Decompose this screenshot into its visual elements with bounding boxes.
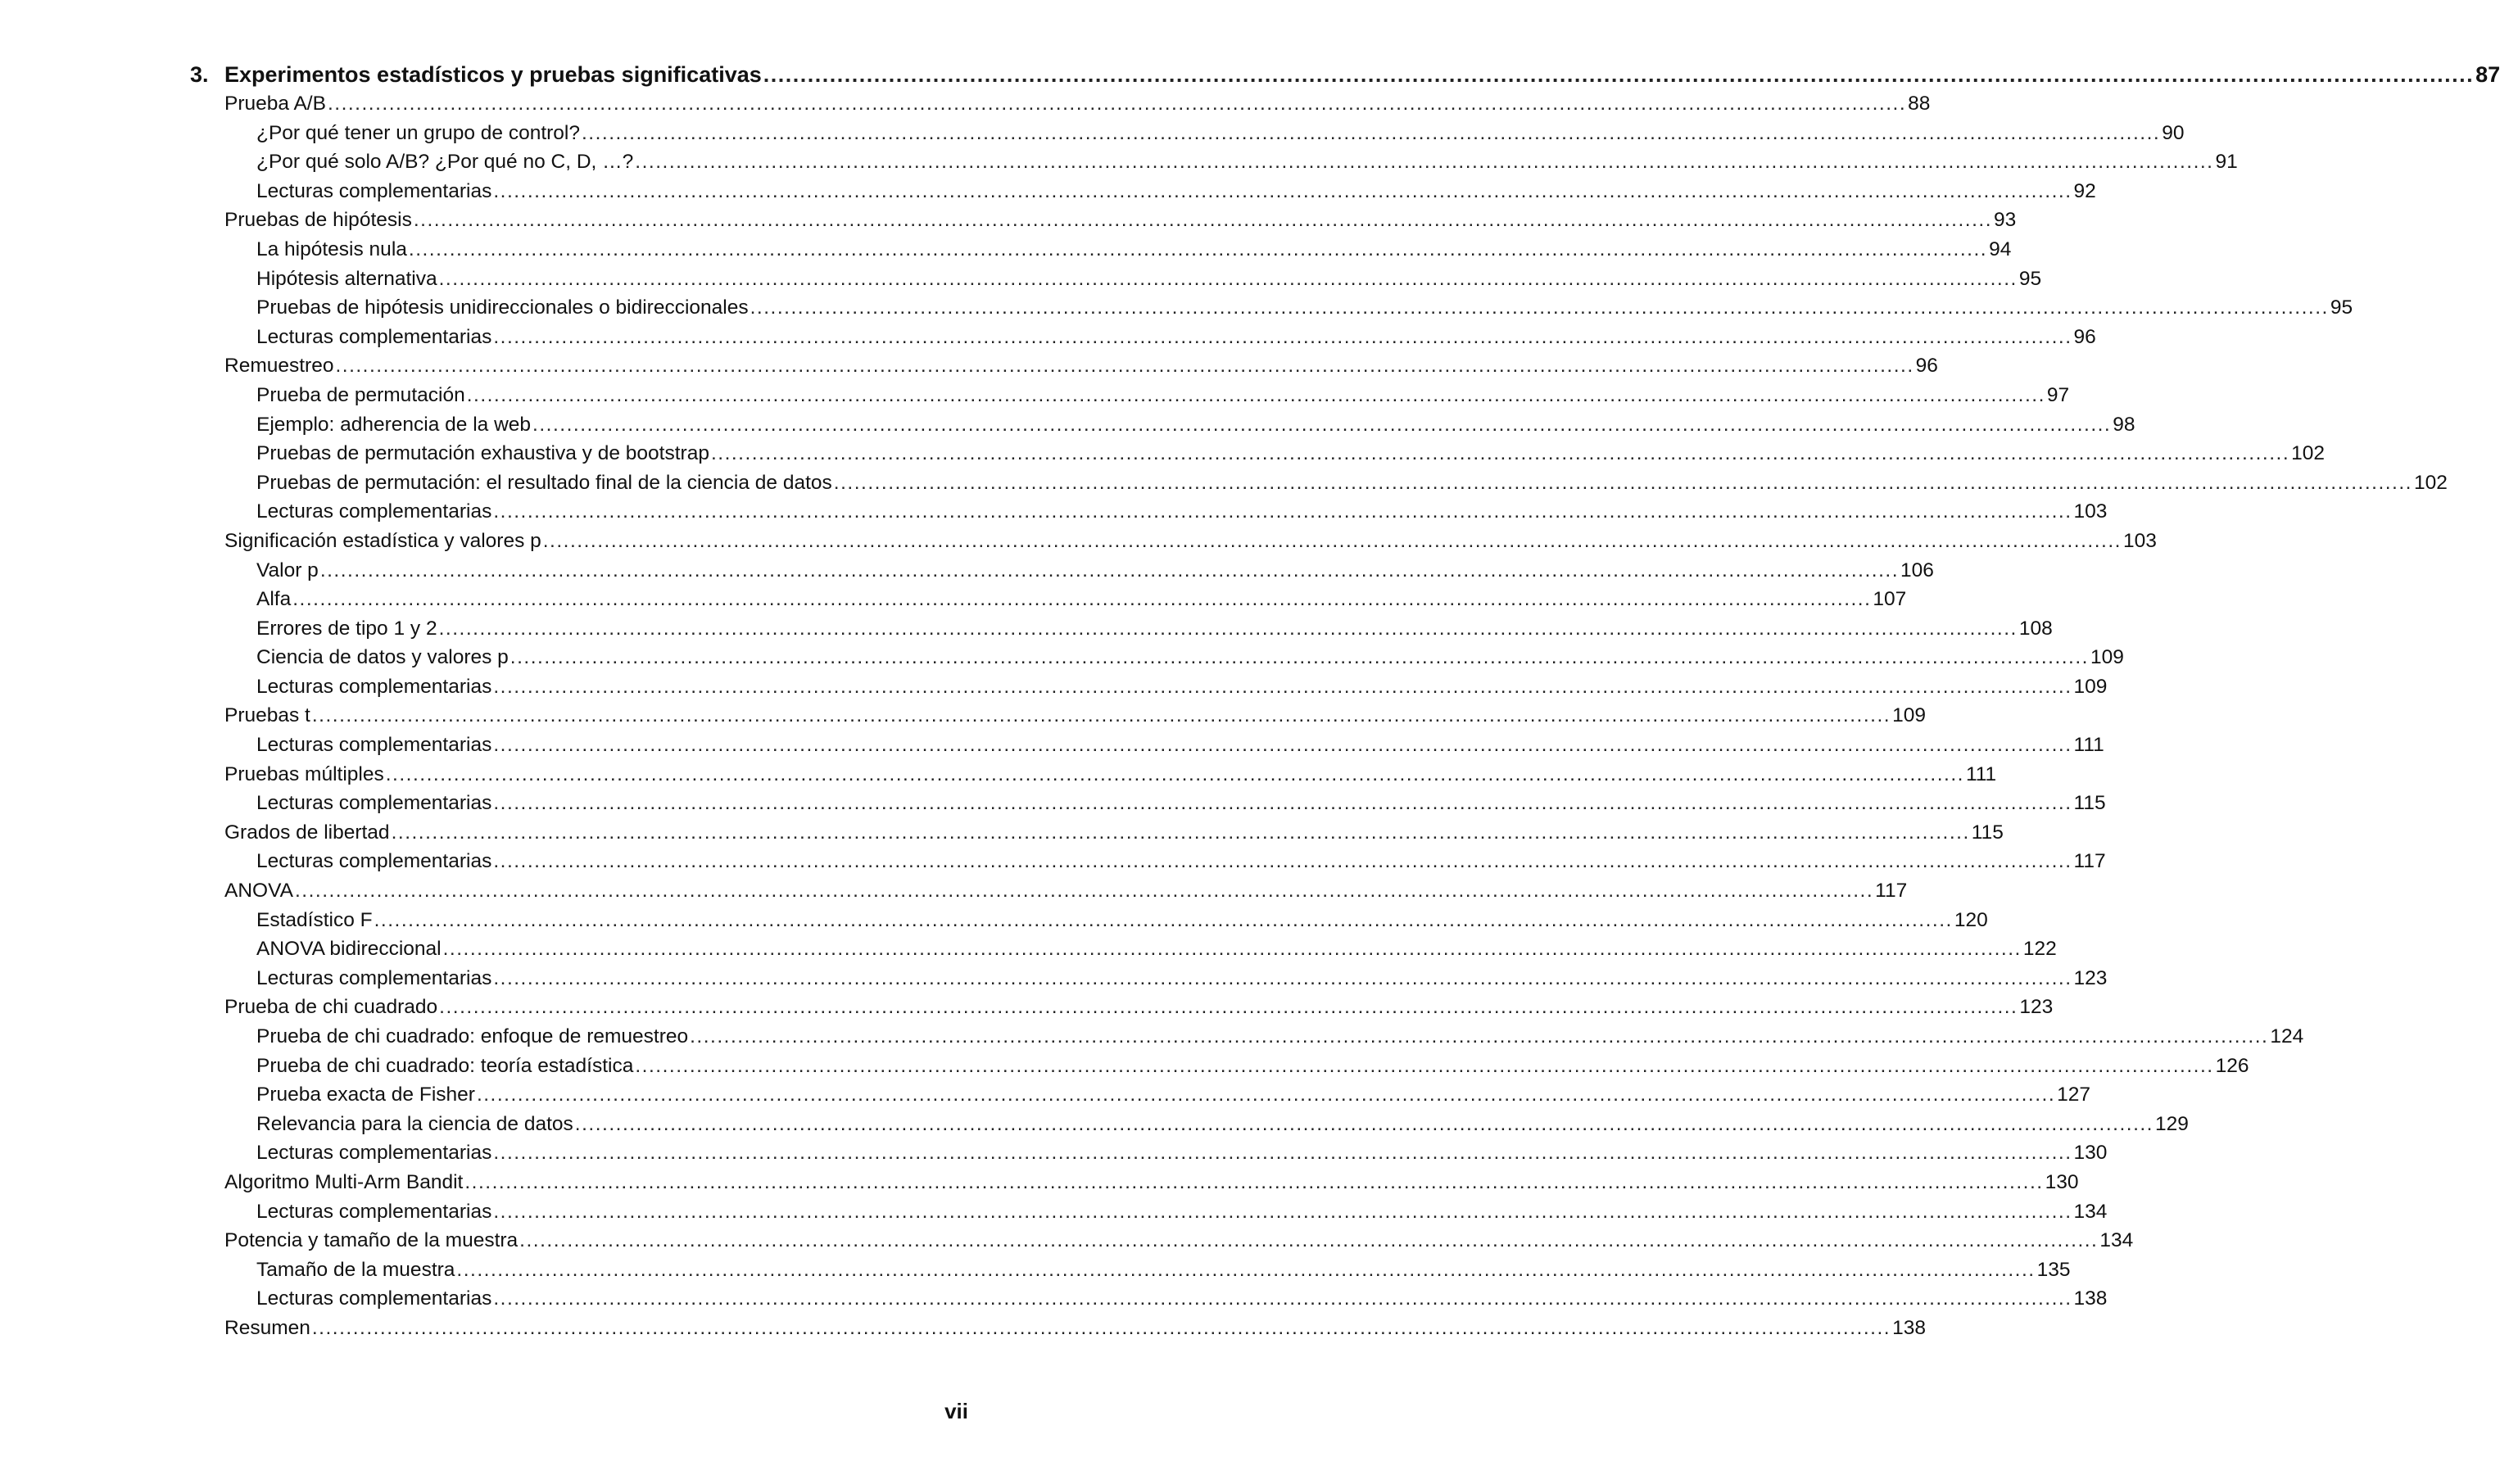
dot-leader	[582, 119, 2160, 148]
toc-entry[interactable]	[190, 1052, 2249, 1081]
chapter-page-number: 87	[2475, 62, 2500, 87]
dot-leader	[493, 497, 2072, 527]
toc-entry-title: Pruebas de permutación: el resultado final de la ciencia de datos	[256, 471, 832, 494]
page-number: vii	[944, 1399, 968, 1423]
toc-entry-page: 96	[2073, 325, 2096, 348]
toc-entry-page: 109	[1892, 704, 1926, 727]
toc-entry-title: Ejemplo: adherencia de la web	[256, 413, 532, 436]
toc-entry-page: 98	[2113, 413, 2135, 436]
toc-entry-title: Significación estadística y valores p	[224, 529, 541, 552]
dot-leader	[439, 993, 2018, 1022]
toc-entry-page: 117	[2073, 850, 2106, 873]
dot-leader	[335, 351, 1913, 381]
toc-entry-title: Lecturas complementarias	[256, 734, 492, 757]
toc-entry[interactable]	[190, 351, 1938, 381]
dot-leader	[510, 643, 2089, 672]
toc-entry[interactable]	[190, 876, 1908, 906]
toc-entry-title: Remuestreo	[224, 355, 334, 378]
toc-entry-title: Pruebas múltiples	[224, 762, 384, 785]
dot-leader	[392, 818, 1970, 848]
dot-leader	[635, 1052, 2213, 1081]
toc-entry[interactable]	[190, 585, 1907, 614]
toc-entry-title: ¿Por qué tener un grupo de control?	[256, 121, 580, 144]
toc-entry-title: Prueba de chi cuadrado: teoría estadística	[256, 1054, 634, 1077]
toc-entry-page: 117	[1875, 880, 1908, 903]
toc-entry-title: ANOVA bidireccional	[256, 938, 442, 961]
dot-leader	[320, 556, 1899, 586]
dot-leader	[493, 1138, 2072, 1168]
toc-entry-page: 129	[2155, 1112, 2189, 1135]
dot-leader	[493, 672, 2072, 702]
toc-entry-page: 93	[1994, 209, 2017, 232]
dot-leader	[750, 293, 2329, 323]
toc-entry[interactable]	[190, 556, 1934, 586]
toc-entry[interactable]	[190, 1256, 2071, 1285]
dot-leader	[493, 731, 2072, 760]
toc-entry-page: 91	[2215, 151, 2238, 174]
dot-leader	[543, 527, 2122, 556]
toc-entry-title: Tamaño de la muestra	[256, 1258, 455, 1281]
toc-entry-page: 111	[2073, 734, 2104, 757]
toc-entry-title: Lecturas complementarias	[256, 325, 492, 348]
toc-entry[interactable]	[190, 906, 1988, 935]
toc-entry-title: Pruebas de hipótesis unidireccionales o bidireccionales	[256, 296, 749, 319]
toc-entry-title: Prueba de permutación	[256, 383, 465, 406]
toc-entry-page: 95	[2018, 267, 2042, 290]
toc-entry[interactable]	[190, 1138, 2108, 1168]
dot-leader	[477, 1080, 2055, 1110]
toc-entry-title: Lecturas complementarias	[256, 1287, 492, 1310]
toc-entry-title: Lecturas complementarias	[256, 1142, 492, 1165]
toc-entry[interactable]	[190, 731, 2104, 760]
toc-entry-title: Lecturas complementarias	[256, 966, 492, 989]
toc-entry[interactable]	[190, 1226, 2134, 1256]
toc-entry-title: Prueba A/B	[224, 93, 326, 115]
toc-entry-title: Lecturas complementarias	[256, 1200, 492, 1223]
dot-leader	[439, 614, 2018, 644]
toc-entry-page: 109	[2073, 675, 2108, 698]
dot-leader	[374, 906, 1953, 935]
dot-leader	[532, 410, 2111, 440]
toc-entry[interactable]	[190, 614, 2053, 644]
toc-entry-page: 90	[2162, 121, 2185, 144]
toc-entry[interactable]	[190, 527, 2157, 556]
dot-leader	[493, 789, 2072, 818]
toc-entry[interactable]	[190, 497, 2108, 527]
toc-entry[interactable]	[190, 119, 2185, 148]
toc-entry[interactable]	[190, 789, 2106, 818]
dot-leader	[414, 206, 1992, 235]
toc-entry[interactable]	[190, 439, 2326, 468]
dot-leader	[328, 89, 1906, 119]
table-of-contents	[190, 61, 2500, 1343]
toc-entry-page: 109	[2090, 646, 2124, 669]
toc-entry[interactable]	[190, 1110, 2189, 1139]
toc-entry[interactable]	[190, 934, 2057, 964]
toc-entry-page: 88	[1908, 93, 1931, 115]
dot-leader	[575, 1110, 2154, 1139]
toc-chapter-heading[interactable]	[190, 61, 2500, 89]
toc-entry[interactable]	[190, 89, 1931, 119]
dot-leader	[493, 1197, 2072, 1227]
toc-entry[interactable]	[190, 147, 2238, 177]
toc-entry-title: Lecturas complementarias	[256, 792, 492, 815]
toc-entry[interactable]	[190, 265, 2042, 294]
toc-entry-title: Resumen	[224, 1316, 310, 1339]
dot-leader	[519, 1226, 2098, 1256]
toc-entry-page: 95	[2330, 296, 2353, 319]
toc-entry-page: 97	[2046, 383, 2070, 406]
dot-leader	[493, 177, 2072, 206]
toc-entry-title: Prueba de chi cuadrado	[224, 996, 438, 1019]
toc-entry[interactable]	[190, 1080, 2091, 1110]
toc-entry-title: Potencia y tamaño de la muestra	[224, 1229, 519, 1252]
toc-entry[interactable]	[190, 643, 2124, 672]
toc-entry-page: 107	[1873, 588, 1907, 611]
dot-leader	[292, 585, 1871, 614]
toc-entry-title: Estadístico F	[256, 908, 373, 931]
toc-entry-title: Prueba de chi cuadrado: enfoque de remuestreo	[256, 1025, 689, 1047]
dot-leader	[711, 439, 2289, 468]
toc-entry[interactable]	[190, 1168, 2079, 1197]
dot-leader	[493, 847, 2072, 876]
toc-entry-title: ¿Por qué solo A/B? ¿Por qué no C, D, …?	[256, 151, 634, 174]
toc-entry-page: 94	[1989, 238, 2012, 260]
toc-entry-title: Prueba exacta de Fisher	[256, 1084, 475, 1106]
toc-entry[interactable]	[190, 206, 2017, 235]
toc-entry[interactable]	[190, 1197, 2108, 1227]
toc-entry-page: 122	[2022, 938, 2057, 961]
dot-leader	[493, 323, 2072, 352]
chapter-number: 3.	[190, 62, 209, 87]
toc-entry-title: Valor p	[256, 559, 319, 581]
toc-entry[interactable]	[190, 1284, 2108, 1314]
toc-entry-title: La hipótesis nula	[256, 238, 407, 260]
toc-entry-page: 123	[2073, 966, 2108, 989]
toc-entry-page: 115	[1971, 821, 2004, 844]
toc-entry[interactable]	[190, 293, 2353, 323]
dot-leader	[763, 61, 2474, 89]
toc-entry-page: 92	[2073, 179, 2096, 202]
toc-entry[interactable]	[190, 468, 2448, 498]
toc-entry-page: 103	[2073, 500, 2108, 523]
dot-leader	[295, 876, 1873, 906]
toc-entry[interactable]	[190, 672, 2108, 702]
toc-entry-page: 126	[2215, 1054, 2249, 1077]
toc-entry-title: Grados de libertad	[224, 821, 390, 844]
dot-leader	[493, 964, 2072, 993]
dot-leader	[635, 147, 2213, 177]
toc-entry-page: 102	[2413, 471, 2448, 494]
toc-entry-title: Pruebas de hipótesis	[224, 209, 412, 232]
toc-entry[interactable]	[190, 964, 2108, 993]
toc-entry-page: 124	[2270, 1025, 2304, 1047]
toc-entry[interactable]	[190, 323, 2096, 352]
toc-entry-page: 111	[1965, 762, 1997, 785]
toc-entry-page: 130	[2045, 1170, 2079, 1193]
toc-entry-title: Pruebas de permutación exhaustiva y de bootstrap	[256, 442, 709, 465]
toc-entry-title: Alfa	[256, 588, 292, 611]
toc-entry-title: Algoritmo Multi-Arm Bandit	[224, 1170, 464, 1193]
toc-entry-title: Lecturas complementarias	[256, 500, 492, 523]
toc-entry-page: 103	[2122, 529, 2157, 552]
toc-entry-page: 102	[2291, 442, 2326, 465]
toc-entry[interactable]	[190, 177, 2096, 206]
toc-entry[interactable]	[190, 235, 2012, 265]
toc-entry[interactable]	[190, 1314, 1926, 1343]
toc-entry-page: 123	[2019, 996, 2054, 1019]
toc-entry[interactable]	[190, 818, 2004, 848]
dot-leader	[312, 701, 1891, 731]
toc-entry-page: 108	[2018, 617, 2053, 640]
chapter-title: Experimentos estadísticos y pruebas significativas	[224, 62, 762, 87]
toc-entry-page: 134	[2099, 1229, 2134, 1252]
dot-leader	[493, 1284, 2072, 1314]
dot-leader	[312, 1314, 1891, 1343]
dot-leader	[834, 468, 2412, 498]
toc-entry-title: Errores de tipo 1 y 2	[256, 617, 437, 640]
toc-entry-title: Ciencia de datos y valores p	[256, 646, 509, 669]
toc-entry-page: 138	[2073, 1287, 2108, 1310]
toc-entry-title: Lecturas complementarias	[256, 850, 492, 873]
dot-leader	[690, 1022, 2268, 1052]
dot-leader	[409, 235, 1987, 265]
toc-entry-title: Lecturas complementarias	[256, 675, 492, 698]
toc-entry-title: ANOVA	[224, 880, 293, 903]
toc-entry-title: Lecturas complementarias	[256, 179, 492, 202]
toc-entry-page: 130	[2073, 1142, 2108, 1165]
dot-leader	[456, 1256, 2035, 1285]
toc-entry[interactable]	[190, 381, 2070, 410]
dot-leader	[443, 934, 2022, 964]
toc-entry-title: Pruebas t	[224, 704, 310, 727]
toc-entry-title: Relevancia para la ciencia de datos	[256, 1112, 573, 1135]
toc-entry-page: 135	[2036, 1258, 2071, 1281]
dot-leader	[467, 381, 2045, 410]
toc-entry-page: 134	[2073, 1200, 2108, 1223]
toc-entry-page: 115	[2073, 792, 2106, 815]
toc-entry[interactable]	[190, 760, 1997, 790]
toc-entry-page: 96	[1915, 355, 1938, 378]
toc-entry[interactable]	[190, 847, 2106, 876]
toc-entry[interactable]	[190, 701, 1926, 731]
toc-entry-page: 106	[1900, 559, 1934, 581]
toc-entry[interactable]	[190, 410, 2135, 440]
dot-leader	[386, 760, 1964, 790]
toc-entry-page: 120	[1954, 908, 1988, 931]
dot-leader	[464, 1168, 2043, 1197]
toc-entry[interactable]	[190, 993, 2054, 1022]
dot-leader	[439, 265, 2018, 294]
toc-entry-title: Hipótesis alternativa	[256, 267, 437, 290]
toc-entry-page: 138	[1892, 1316, 1926, 1339]
toc-entry[interactable]	[190, 1022, 2304, 1052]
toc-entry-page: 127	[2057, 1084, 2091, 1106]
